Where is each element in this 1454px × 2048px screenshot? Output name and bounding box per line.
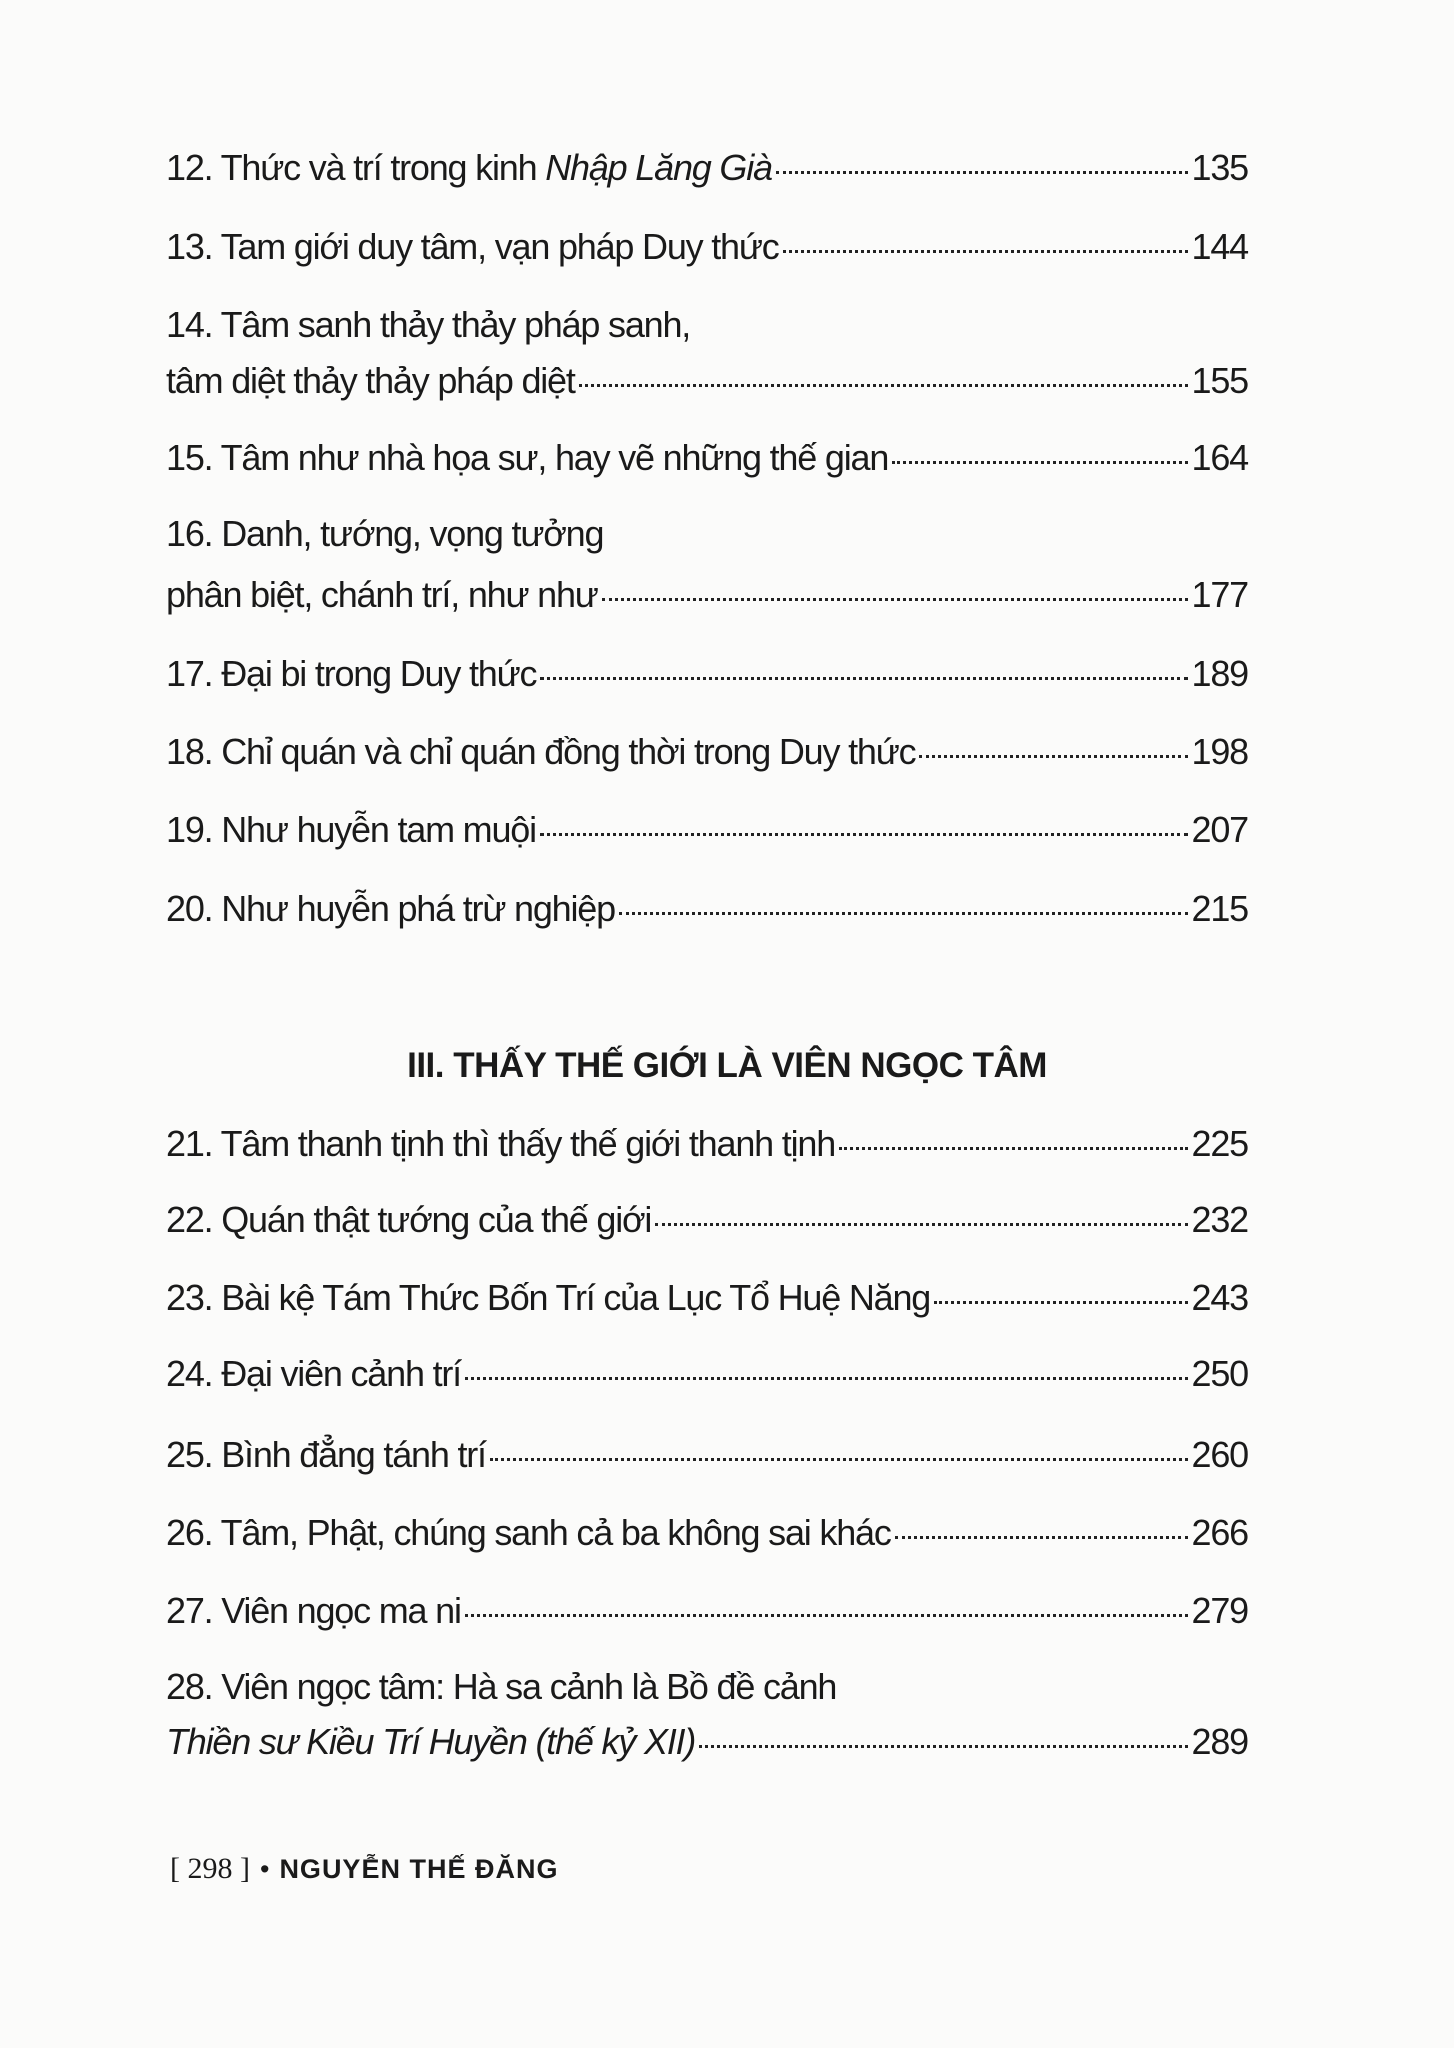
toc-entry-25 [166,1433,1248,1477]
entry-title: 26. Tâm, Phật, chúng sanh cả ba không sai khác [166,1512,891,1553]
section-heading: III. THẤY THẾ GIỚI LÀ VIÊN NGỌC TÂM [407,1046,1047,1085]
page-number: 243 [1191,1277,1248,1318]
page-number: 279 [1191,1590,1248,1631]
page-number: 198 [1191,731,1248,772]
dot-leader [602,598,1188,601]
entry-title: 24. Đại viên cảnh trí [166,1353,461,1394]
dot-leader [490,1458,1188,1461]
dot-leader [540,677,1187,680]
toc-entry-21 [166,1122,1248,1166]
entry-title: 27. Viên ngọc ma ni [166,1590,461,1631]
bullet-icon: • [259,1854,270,1884]
toc-entry-19 [166,808,1248,852]
toc-entry-28 [166,1720,1248,1764]
entry-title: 23. Bài kệ Tám Thức Bốn Trí của Lục Tổ Huệ Năng [166,1277,931,1318]
page-number: 207 [1191,809,1248,850]
entry-title: 15. Tâm như nhà họa sư, hay vẽ những thế gian [166,437,889,478]
entry-title: 17. Đại bi trong Duy thức [166,653,537,694]
dot-leader [776,171,1188,174]
entry-title: 25. Bình đẳng tánh trí [166,1434,486,1475]
dot-leader [699,1745,1187,1748]
toc-entry-20 [166,887,1248,931]
page-number: 189 [1191,653,1248,694]
page-number: 260 [1191,1434,1248,1475]
dot-leader [579,384,1188,387]
toc-entry-22 [166,1198,1248,1242]
dot-leader [895,1536,1188,1539]
dot-leader [839,1147,1188,1150]
page-number: 289 [1191,1721,1248,1762]
page-number: 164 [1191,437,1248,478]
entry-title: 20. Như huyễn phá trừ nghiệp [166,888,615,929]
toc-entry-26 [166,1511,1248,1555]
entry-title: 16. Danh, tướng, vọng tưởng [166,513,604,554]
toc-entry-12 [166,146,1248,190]
page-number: 225 [1191,1123,1248,1164]
toc-entry-13 [166,225,1248,269]
dot-leader [934,1301,1187,1304]
toc-entry-15 [166,436,1248,480]
entry-title-italic: Nhập Lăng Già [545,147,772,188]
entry-title: 28. Viên ngọc tâm: Hà sa cảnh là Bồ đề cảnh [166,1666,837,1707]
page-number: 266 [1191,1512,1248,1553]
page-number: 215 [1191,888,1248,929]
dot-leader [655,1223,1187,1226]
entry-title: 14. Tâm sanh thảy thảy pháp sanh, [166,304,691,345]
toc-entry-16 [166,573,1248,617]
footer-page-number: [ 298 ] [170,1852,250,1885]
entry-title: 21. Tâm thanh tịnh thì thấy thế giới thanh tịnh [166,1123,836,1164]
entry-title: 19. Như huyễn tam muội [166,809,536,850]
toc-entry-17 [166,652,1248,696]
entry-title: 12. Thức và trí trong kinh [166,147,546,188]
entry-title-cont: phân biệt, chánh trí, như như [166,574,598,615]
page-number: 250 [1191,1353,1248,1394]
entry-title-cont: tâm diệt thảy thảy pháp diệt [166,360,575,401]
page-number: 177 [1191,574,1248,615]
entry-title: 18. Chỉ quán và chỉ quán đồng thời trong Duy thức [166,731,916,772]
dot-leader [540,833,1188,836]
page-number: 144 [1191,226,1248,267]
toc-entry-23 [166,1276,1248,1320]
dot-leader [892,461,1187,464]
dot-leader [465,1377,1188,1380]
page-footer [170,1852,558,1886]
entry-title-cont: Thiền sư Kiều Trí Huyền (thế kỷ XII) [166,1721,696,1762]
entry-title: 22. Quán thật tướng của thế giới [166,1199,652,1240]
toc-entry-24 [166,1352,1248,1396]
toc-entry-14 [166,359,1248,403]
page-number: 155 [1191,360,1248,401]
dot-leader [783,250,1188,253]
page-number: 135 [1191,147,1248,188]
toc-entry-18 [166,730,1248,774]
page-number: 232 [1191,1199,1248,1240]
dot-leader [465,1614,1188,1617]
toc-entry-27 [166,1589,1248,1633]
entry-title: 13. Tam giới duy tâm, vạn pháp Duy thức [166,226,779,267]
dot-leader [919,755,1187,758]
footer-author: NGUYỄN THẾ ĐĂNG [279,1854,559,1884]
dot-leader [619,912,1188,915]
